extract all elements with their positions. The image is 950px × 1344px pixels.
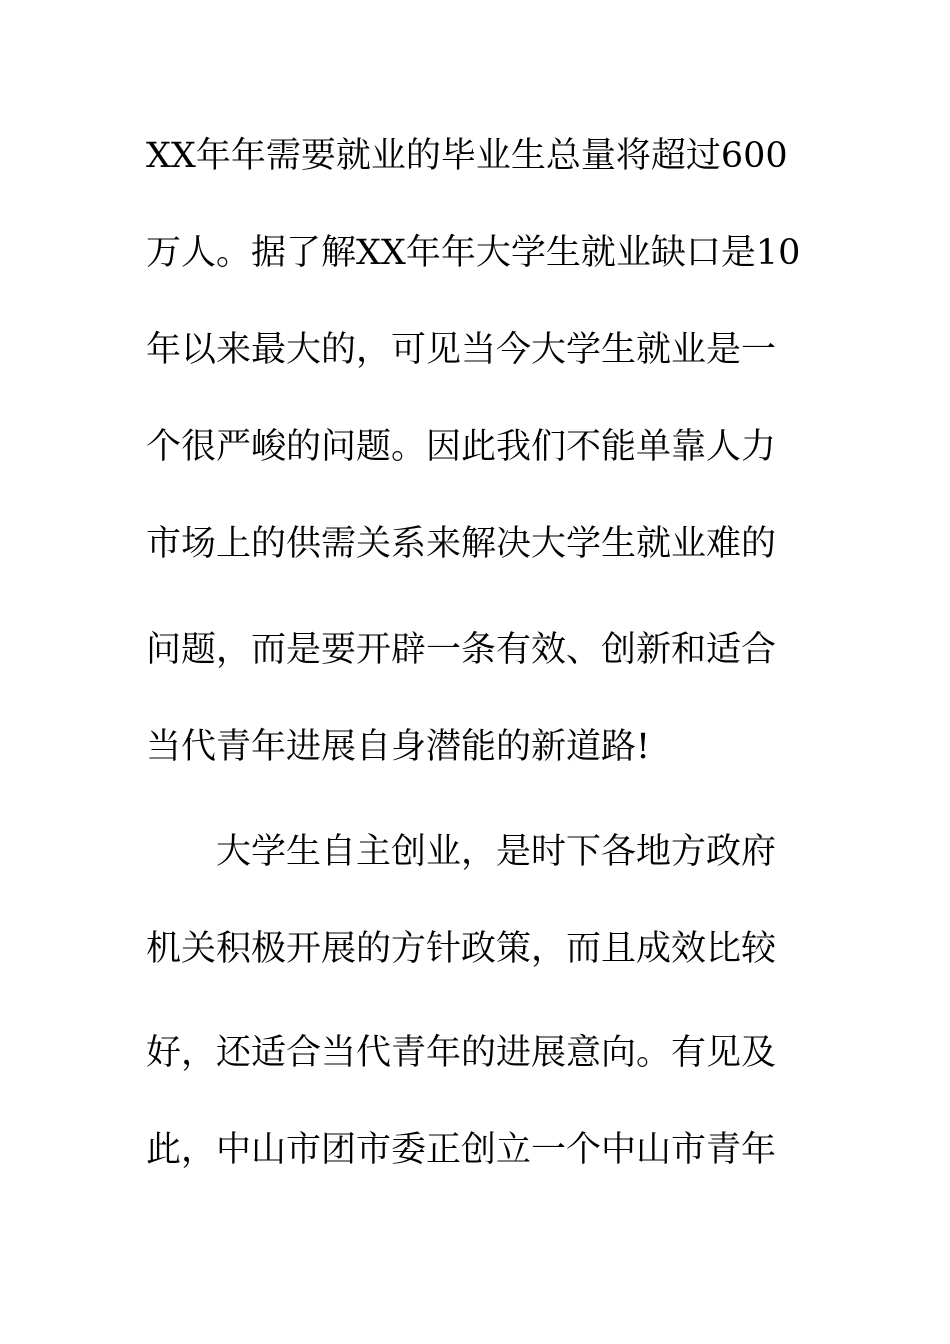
text-line-5: 市场上的供需关系来解决大学生就业难的 — [146, 524, 777, 564]
text-line-9: 机关积极开展的方针政策，而且成效比较 — [146, 929, 777, 969]
text-line-6: 问题，而是要开辟一条有效、创新和适合 — [146, 630, 777, 670]
text-line-11: 此，中山市团市委正创立一个中山市青年 — [146, 1130, 777, 1170]
text-line-7: 当代青年进展自身潜能的新道路! — [146, 727, 651, 767]
text-line-3: 年以来最大的，可见当今大学生就业是一 — [146, 330, 777, 370]
text-line-4: 个很严峻的问题。因此我们不能单靠人力 — [146, 427, 777, 467]
text-line-8-paragraph-start: 大学生自主创业，是时下各地方政府 — [216, 832, 777, 872]
text-line-10: 好，还适合当代青年的进展意向。有见及 — [146, 1033, 777, 1073]
text-line-2: 万人。据了解XX年年大学生就业缺口是10 — [146, 233, 801, 273]
text-line-1: XX年年需要就业的毕业生总量将超过600 — [146, 136, 788, 176]
